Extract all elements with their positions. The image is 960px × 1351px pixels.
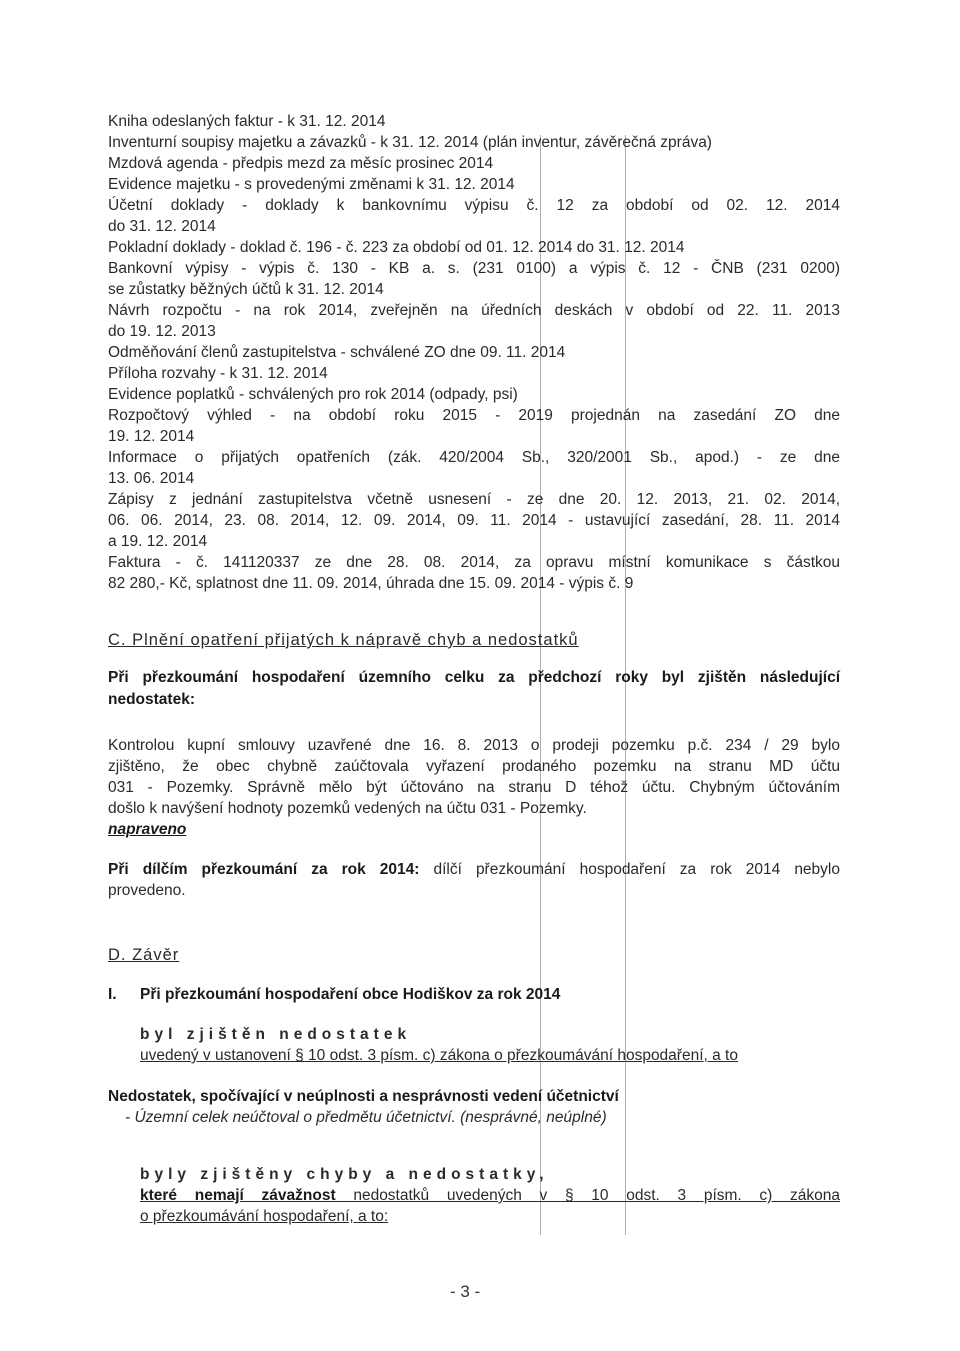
- doc-list-item: Kniha odeslaných faktur - k 31. 12. 2014: [108, 113, 386, 130]
- doc-list-item: 13. 06. 2014: [108, 470, 195, 487]
- doc-list-item: Evidence majetku - s provedenými změnami k 31. 12. 2014: [108, 176, 515, 193]
- errors-severity: které nemají závažnost: [140, 1187, 336, 1204]
- status-remedied: napraveno: [108, 821, 187, 838]
- section-c-intro: nedostatek:: [108, 691, 195, 708]
- doc-list-item: Evidence poplatků - schválených pro rok 2014 (odpady, psi): [108, 386, 518, 403]
- errors-legal-basis: [140, 1186, 840, 1206]
- errors-detail: nedostatků uvedených v § 10 odst. 3 písm. c) zákona: [353, 1187, 840, 1204]
- partial-review-text: [108, 860, 840, 880]
- doc-list-item: Odměňování členů zastupitelstva - schválené ZO dne 09. 11. 2014: [108, 344, 566, 361]
- doc-list-item: 82 280,- Kč, splatnost dne 11. 09. 2014, úhrada dne 15. 09. 2014 - výpis č. 9: [108, 575, 634, 592]
- page-number: - 3 -: [450, 1282, 481, 1301]
- section-c-heading: C. Plnění opatření přijatých k nápravě chyb a nedostatků: [108, 631, 579, 649]
- doc-list-item: Zápisy z jednání zastupitelstva včetně usnesení - ze dne 20. 12. 2013, 21. 02. 2014,: [108, 491, 840, 508]
- finding-text: Kontrolou kupní smlouvy uzavřené dne 16. 8. 2013 o prodeji pozemku p.č. 234 / 29 bylo: [108, 737, 840, 754]
- doc-list-item: se zůstatky běžných účtů k 31. 12. 2014: [108, 281, 384, 298]
- errors-legal-basis: o přezkoumávání hospodaření, a to:: [140, 1208, 389, 1225]
- doc-list-item: 06. 06. 2014, 23. 08. 2014, 12. 09. 2014, 09. 11. 2014 - ustavující zasedání, 28. 11. 2014: [108, 512, 840, 529]
- partial-review-rest: dílčí přezkoumání hospodaření za rok 2014 nebylo: [433, 861, 840, 878]
- finding-text: zjištěno, že obec chybně zaúčtovala vyřazení prodaného pozemku na stranu MD účtu: [108, 758, 840, 775]
- section-c-intro: Při přezkoumání hospodaření územního celku za předchozí roky byl zjištěn následující: [108, 669, 840, 686]
- partial-review-text: provedeno.: [108, 882, 186, 899]
- partial-review-label: Při dílčím přezkoumání za rok 2014:: [108, 861, 420, 878]
- deficiency-title: Nedostatek, spočívající v neúplnosti a nesprávnosti vedení účetnictví: [108, 1088, 619, 1105]
- doc-list-item: a 19. 12. 2014: [108, 533, 208, 550]
- doc-list-item: Příloha rozvahy - k 31. 12. 2014: [108, 365, 328, 382]
- conclusion-item-text: Při přezkoumání hospodaření obce Hodiškov za rok 2014: [140, 986, 561, 1003]
- finding-text: došlo k navýšení hodnoty pozemků vedených na účtu 031 - Pozemky.: [108, 800, 587, 817]
- doc-list-item: Návrh rozpočtu - na rok 2014, zveřejněn na úředních deskách v období od 22. 11. 2013: [108, 302, 840, 319]
- doc-list-item: Mzdová agenda - předpis mezd za měsíc prosinec 2014: [108, 155, 494, 172]
- finding-text: 031 - Pozemky. Správně mělo být účtováno na stranu D téhož účtu. Chybným účtováním: [108, 779, 840, 796]
- deficiency-item: - Územní celek neúčtoval o předmětu účetnictví. (nesprávné, neúplné): [125, 1109, 607, 1126]
- finding-result: byl zjištěn nedostatek: [140, 1026, 412, 1043]
- doc-list-item: do 19. 12. 2013: [108, 323, 216, 340]
- errors-result: byly zjištěny chyby a nedostatky,: [140, 1166, 549, 1183]
- doc-list-item: 19. 12. 2014: [108, 428, 195, 445]
- doc-list-item: Bankovní výpisy - výpis č. 130 - KB a. s. (231 0100) a výpis č. 12 - ČNB (231 0200): [108, 260, 840, 277]
- section-d-heading: D. Závěr: [108, 946, 180, 964]
- doc-list-item: Účetní doklady - doklady k bankovnímu výpisu č. 12 za období od 02. 12. 2014: [108, 197, 840, 214]
- doc-list-item: Rozpočtový výhled - na období roku 2015 - 2019 projednán na zasedání ZO dne: [108, 407, 840, 424]
- doc-list-item: do 31. 12. 2014: [108, 218, 216, 235]
- finding-legal-basis: uvedený v ustanovení § 10 odst. 3 písm. c) zákona o přezkoumávání hospodaření, a to: [140, 1047, 738, 1064]
- doc-list-item: Faktura - č. 141120337 ze dne 28. 08. 2014, za opravu místní komunikace s částkou: [108, 554, 840, 571]
- doc-list-item: Pokladní doklady - doklad č. 196 - č. 223 za období od 01. 12. 2014 do 31. 12. 2014: [108, 239, 685, 256]
- conclusion-item-number: I.: [108, 986, 117, 1003]
- doc-list-item: Inventurní soupisy majetku a závazků - k 31. 12. 2014 (plán inventur, závěrečná zpráva): [108, 134, 712, 151]
- doc-list-item: Informace o přijatých opatřeních (zák. 420/2004 Sb., 320/2001 Sb., apod.) - ze dne: [108, 449, 840, 466]
